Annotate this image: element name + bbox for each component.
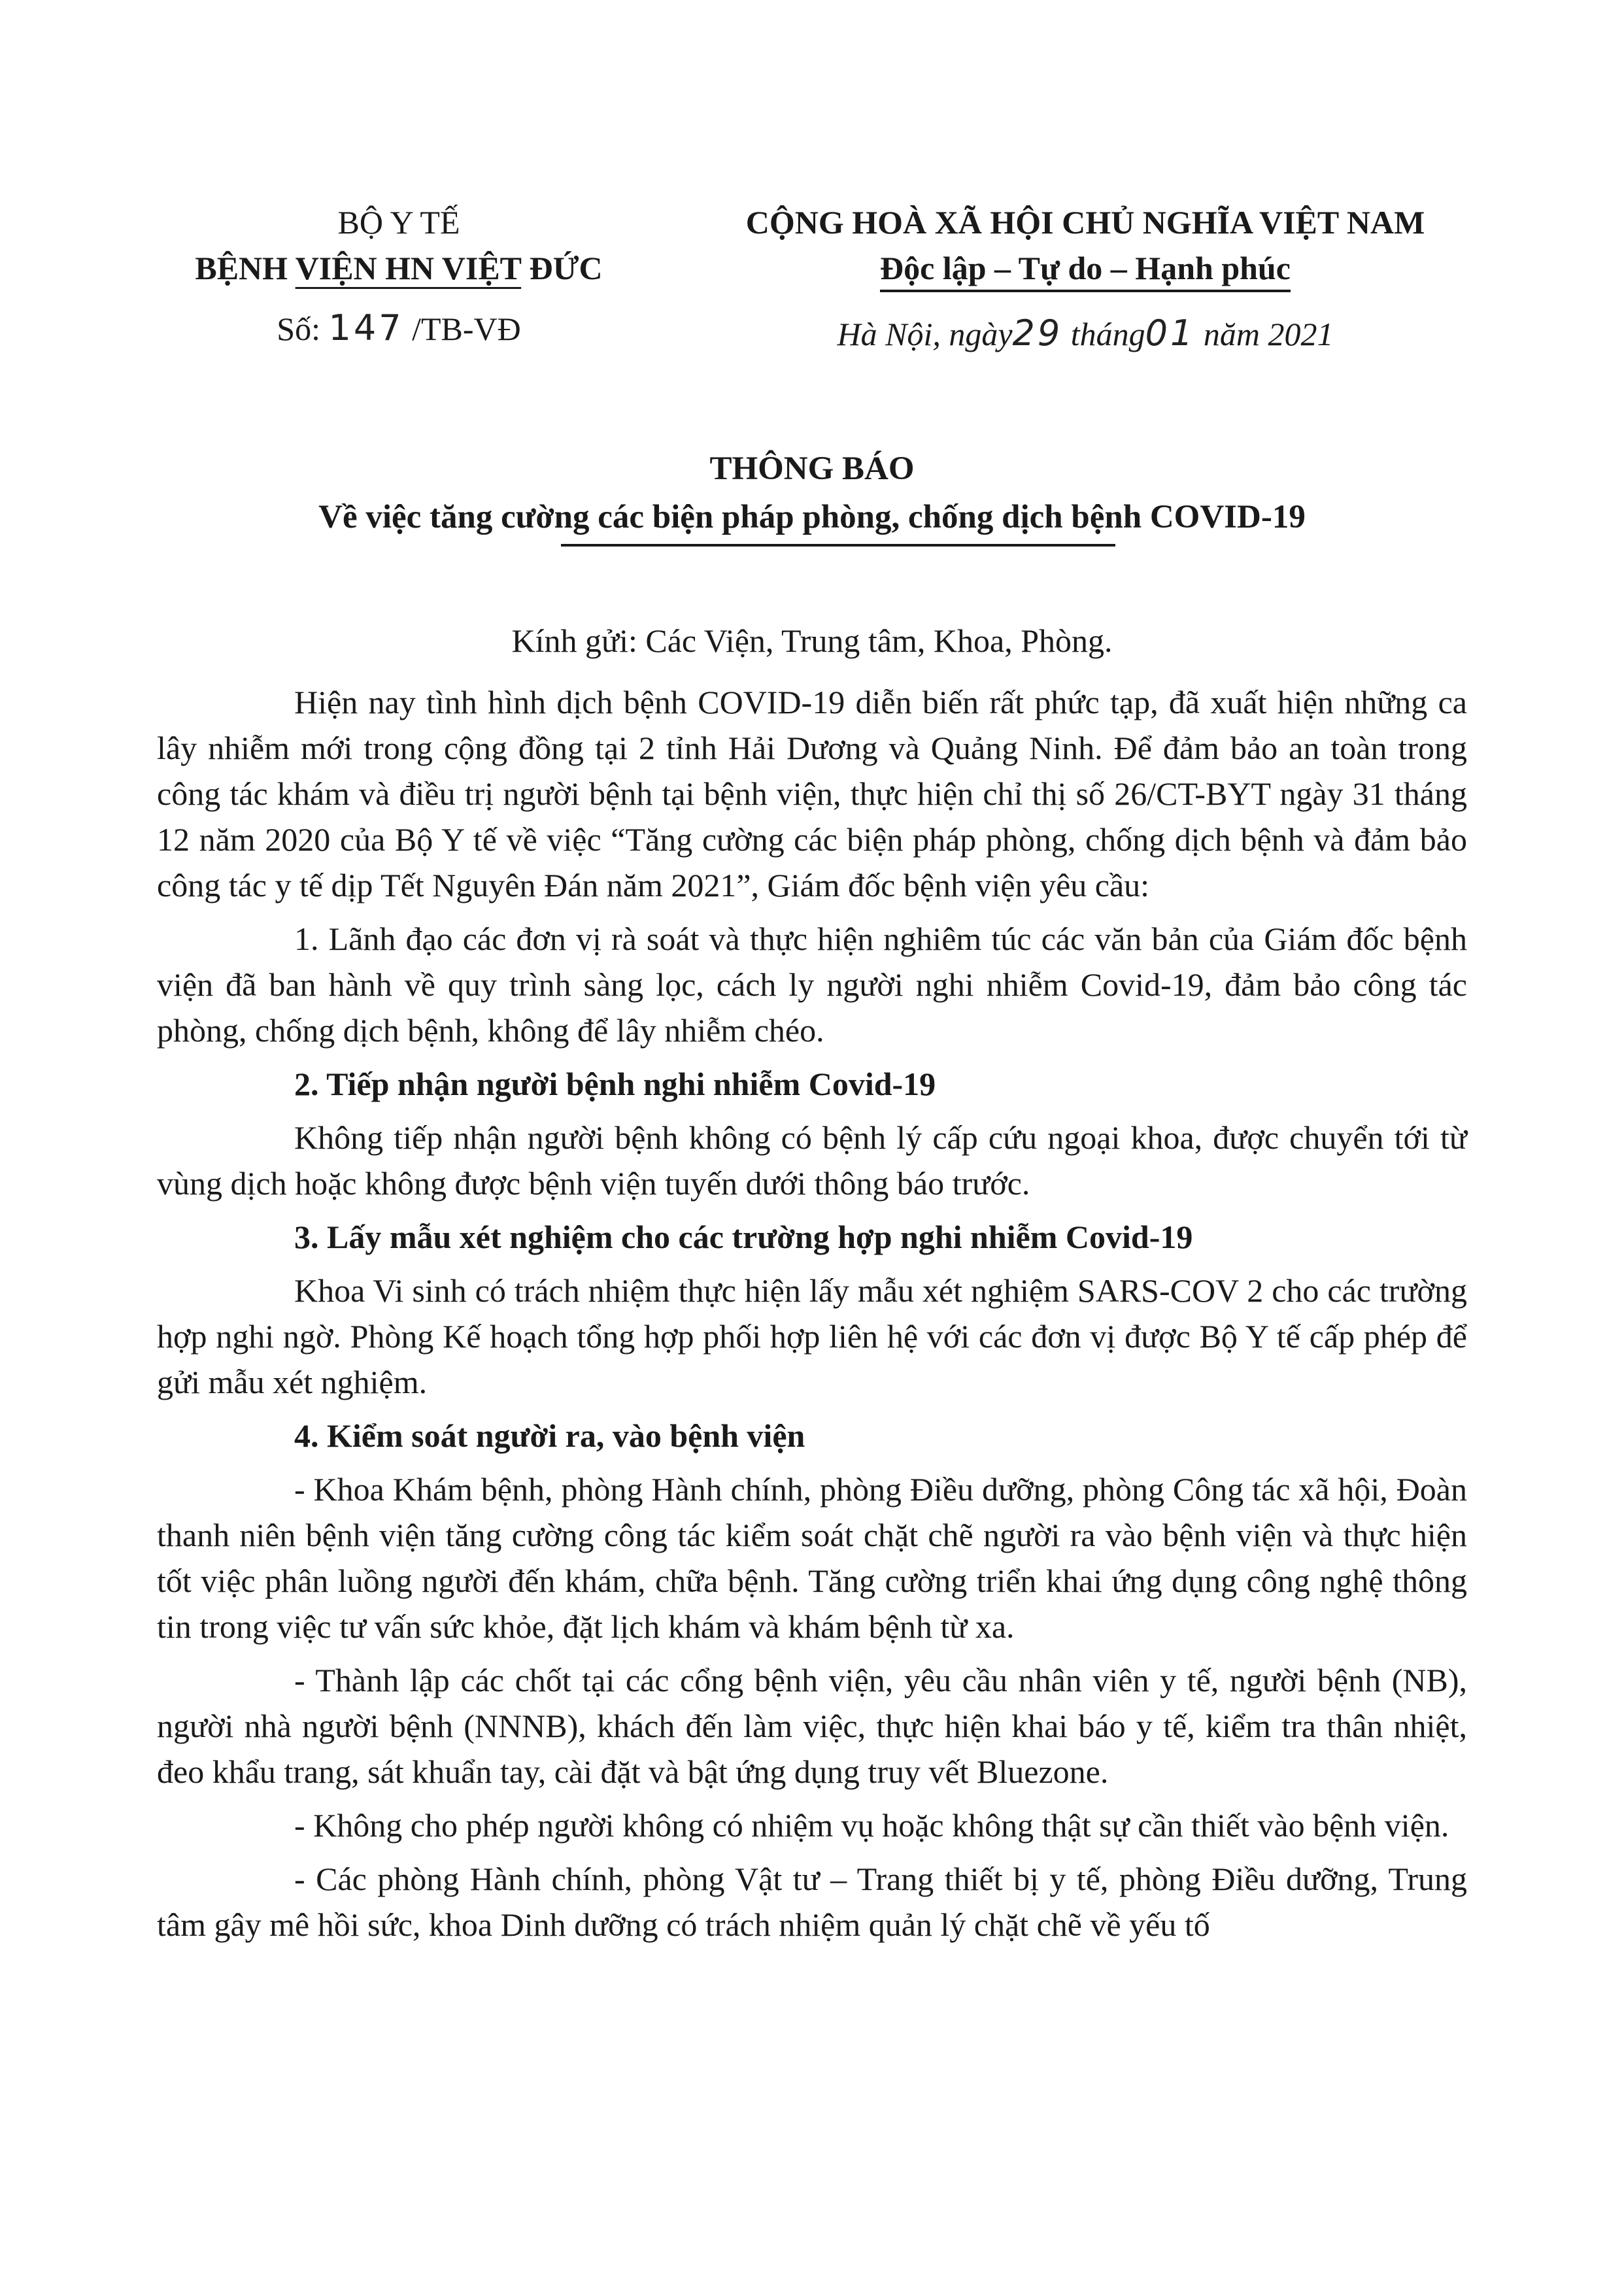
document-number [157, 305, 641, 352]
date-day: 29 [1012, 312, 1063, 354]
intro-paragraph: Hiện nay tình hình dịch bệnh COVID-19 diễn biến rất phức tạp, đã xuất hiện những ca lây nhiễm mới trong cộng đồng tại 2 tỉnh Hải Dương và Quảng Ninh. Để đảm bảo an toàn trong công tác khám và điều trị người bệnh tại bệnh viện, thực hiện chỉ thị số 26/CT-BYT ngày 31 tháng 12 năm 2020 của Bộ Y tế về việc “Tăng cường các biện pháp phòng, chống dịch bệnh và đảm bảo công tác y tế dịp Tết Nguyên Đán năm 2021”, Giám đốc bệnh viện yêu cầu: [157, 684, 1467, 903]
date-place: Hà Nội, ngày [837, 316, 1013, 352]
section-3-heading: 3. Lấy mẫu xét nghiệm cho các trường hợp nghi nhiễm Covid-19 [294, 1219, 1193, 1255]
doc-no-handwritten: 147 [328, 307, 404, 348]
title-underline [561, 544, 1115, 547]
date-line [693, 311, 1478, 357]
item-1-paragraph: 1. Lãnh đạo các đơn vị rà soát và thực hiện nghiêm túc các văn bản của Giám đốc bệnh viện đã ban hành về quy trình sàng lọc, cách ly người nghi nhiễm Covid-19, đảm bảo công tác phòng, chống dịch bệnh, không để lây nhiễm chéo. [157, 920, 1467, 1049]
hospital-name [157, 245, 641, 291]
item-4d-paragraph: - Các phòng Hành chính, phòng Vật tư – Trang thiết bị y tế, phòng Điều dưỡng, Trung tâm gây mê hồi sức, khoa Dinh dưỡng có trách nhiệm quản lý chặt chẽ về yếu tố [157, 1861, 1467, 1943]
nation-name: CỘNG HOÀ XÃ HỘI CHỦ NGHĨA VIỆT NAM [745, 204, 1425, 241]
section-4-heading: 4. Kiểm soát người ra, vào bệnh viện [294, 1417, 805, 1454]
item-2-paragraph: Không tiếp nhận người bệnh không có bệnh lý cấp cứu ngoại khoa, được chuyển tới từ vùng dịch hoặc không được bệnh viện tuyến dưới thông báo trước. [157, 1119, 1467, 1202]
title-main: THÔNG BÁO [709, 450, 915, 487]
item-4b-paragraph: - Thành lập các chốt tại các cổng bệnh viện, yêu cầu nhân viên y tế, người bệnh (NB), người nhà người bệnh (NNNB), khách đến làm việc, thực hiện khai báo y tế, kiểm tra thân nhiệt, đeo khẩu trang, sát khuẩn tay, cài đặt và bật ứng dụng truy vết Bluezone. [157, 1662, 1467, 1790]
date-month-label: tháng [1070, 316, 1145, 352]
document-body [157, 618, 1467, 1955]
issuer-block [157, 199, 641, 352]
national-motto: Độc lập – Tự do – Hạnh phúc [880, 248, 1291, 292]
item-4c-paragraph: - Không cho phép người không có nhiệm vụ hoặc không thật sự cần thiết vào bệnh viện. [294, 1807, 1449, 1844]
title-subtitle: Về việc tăng cường các biện pháp phòng, chống dịch bệnh COVID-19 [318, 499, 1306, 535]
doc-no-label: Số: [277, 311, 320, 347]
hospital-name-underlined: VIỆN HN VIỆT [295, 250, 522, 286]
item-4a-paragraph: - Khoa Khám bệnh, phòng Hành chính, phòng Điều dưỡng, phòng Công tác xã hội, Đoàn thanh niên bệnh viện tăng cường công tác kiểm soát chặt chẽ người ra vào bệnh viện và thực hiện tốt việc phân luồng người đến khám, chữa bệnh. Tăng cường triển khai ứng dụng công nghệ thông tin trong việc tư vấn sức khỏe, đặt lịch khám và khám bệnh từ xa. [157, 1471, 1467, 1645]
item-3-paragraph: Khoa Vi sinh có trách nhiệm thực hiện lấy mẫu xét nghiệm SARS-COV 2 cho các trường hợp nghi ngờ. Phòng Kế hoạch tổng hợp phối hợp liên hệ với các đơn vị được Bộ Y tế cấp phép để gửi mẫu xét nghiệm. [157, 1272, 1467, 1400]
salutation: Kính gửi: Các Viện, Trung tâm, Khoa, Phòng. [511, 622, 1113, 659]
doc-no-suffix: /TB-VĐ [412, 311, 521, 347]
national-header [693, 199, 1478, 357]
hospital-name-suffix: ĐỨC [521, 250, 603, 286]
document-title [157, 445, 1467, 541]
section-2-heading: 2. Tiếp nhận người bệnh nghi nhiễm Covid-19 [294, 1066, 936, 1102]
ministry-name: BỘ Y TẾ [337, 204, 460, 241]
date-year: năm 2021 [1203, 316, 1334, 352]
hospital-name-prefix: BỆNH [195, 250, 296, 286]
date-month: 01 [1145, 312, 1196, 354]
